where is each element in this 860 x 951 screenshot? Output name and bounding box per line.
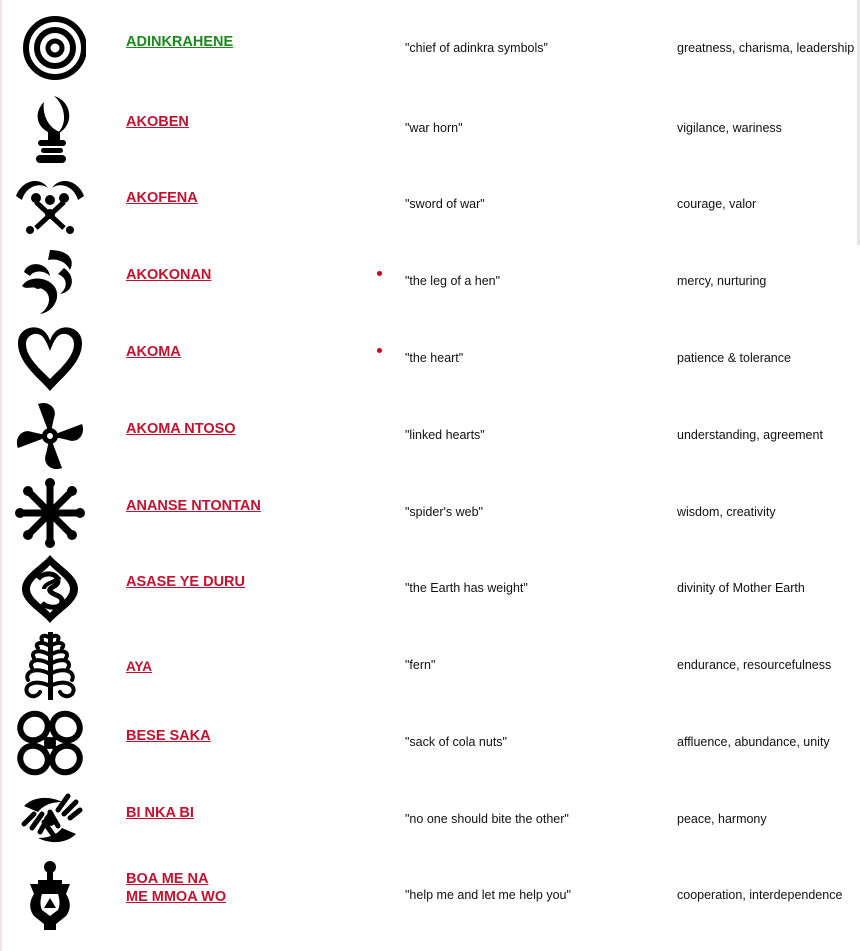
symbol-meaning: "the Earth has weight" [405, 581, 528, 595]
red-marker-dot [377, 271, 382, 276]
help-me-icon [14, 860, 86, 932]
symbol-meaning: "war horn" [405, 121, 463, 135]
symbol-name-link[interactable]: AKOKONAN [126, 267, 212, 283]
concentric-circles-icon [14, 12, 86, 84]
symbol-description: affluence, abundance, unity [677, 735, 830, 749]
symbol-meaning: "the leg of a hen" [405, 274, 501, 288]
symbol-name-link[interactable]: AKOMA [126, 344, 181, 360]
symbol-name-link[interactable]: ADINKRAHENE [126, 34, 234, 50]
symbol-meaning: "chief of adinkra symbols" [405, 41, 548, 55]
earth-weight-icon [14, 553, 86, 625]
symbol-description: patience & tolerance [677, 351, 791, 365]
linked-hearts-icon [14, 400, 86, 472]
symbol-description: courage, valor [677, 197, 757, 211]
symbol-meaning: "spider's web" [405, 505, 483, 519]
symbol-description: cooperation, interdependence [677, 888, 843, 902]
symbol-meaning: "sack of cola nuts" [405, 735, 507, 749]
symbol-name-link[interactable]: BOA ME NA ME MMOA WO [126, 871, 227, 905]
symbol-description: divinity of Mother Earth [677, 581, 805, 595]
symbol-meaning: "sword of war" [405, 197, 485, 211]
symbol-name-link[interactable]: BESE SAKA [126, 728, 211, 744]
symbol-name-link[interactable]: BI NKA BI [126, 805, 194, 821]
crossed-swords-icon [14, 170, 86, 242]
symbol-description: vigilance, wariness [677, 121, 782, 135]
hen-leg-icon [14, 246, 86, 318]
fern-icon [14, 630, 86, 702]
symbol-description: wisdom, creativity [677, 505, 776, 519]
symbol-name-link[interactable]: AKOMA NTOSO [126, 421, 236, 437]
cola-nut-sack-icon [14, 707, 86, 779]
symbol-description: greatness, charisma, leadership [677, 41, 855, 55]
symbol-meaning: "no one should bite the other" [405, 812, 569, 826]
war-horn-icon [14, 94, 86, 166]
symbol-meaning: "help me and let me help you" [405, 888, 571, 902]
symbol-description: understanding, agreement [677, 428, 823, 442]
bi-nka-bi-icon [14, 784, 86, 856]
spider-web-icon [14, 477, 86, 549]
symbol-description: peace, harmony [677, 812, 767, 826]
symbol-description: mercy, nurturing [677, 274, 767, 288]
symbol-meaning: "the heart" [405, 351, 464, 365]
symbol-name-link[interactable]: AKOFENA [126, 190, 198, 206]
symbol-description: endurance, resourcefulness [677, 658, 832, 672]
red-marker-dot [377, 348, 382, 353]
page-left-rule [0, 0, 2, 951]
symbol-name-link[interactable]: AYA [126, 659, 153, 674]
symbol-name-link[interactable]: ASASE YE DURU [126, 574, 245, 590]
symbol-meaning: "fern" [405, 658, 436, 672]
symbol-name-link[interactable]: ANANSE NTONTAN [126, 498, 261, 514]
heart-icon [14, 323, 86, 395]
symbol-meaning: "linked hearts" [405, 428, 485, 442]
symbol-name-link[interactable]: AKOBEN [126, 114, 189, 130]
